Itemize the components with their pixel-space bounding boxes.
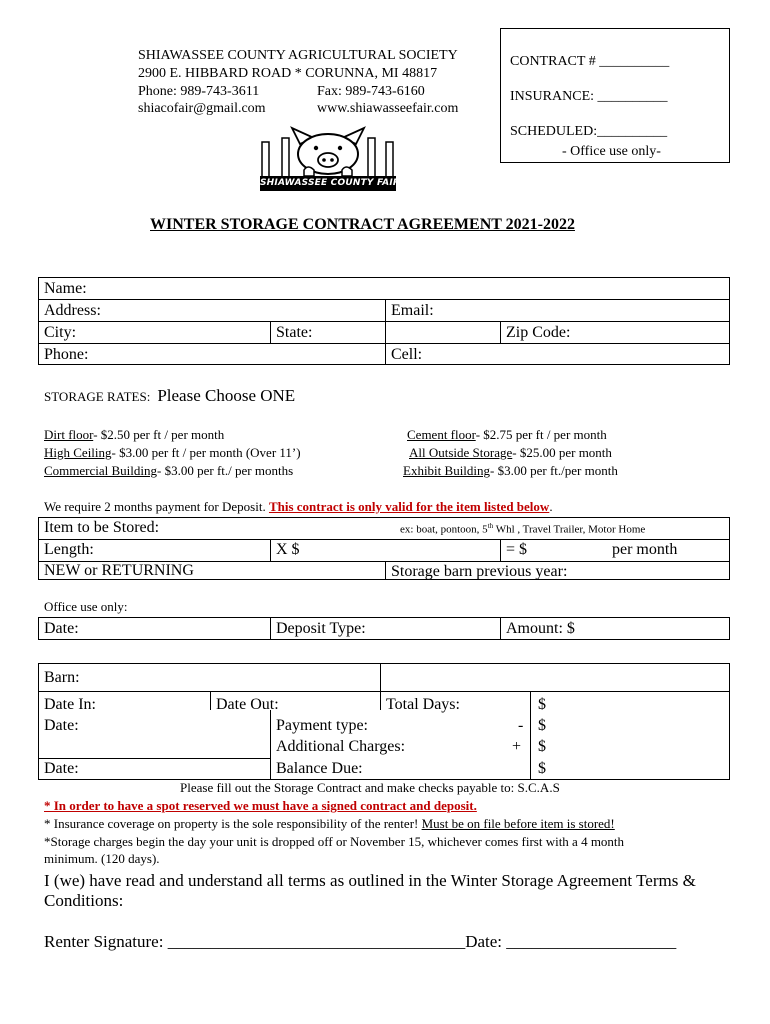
page-title: WINTER STORAGE CONTRACT AGREEMENT 2021-2022 (150, 216, 575, 233)
fair-logo (258, 126, 398, 192)
storage-charges-line2: minimum. (120 days). (44, 851, 160, 866)
date-out-field[interactable]: Date Out: (216, 696, 279, 713)
new-or-returning[interactable]: NEW or RETURNING (44, 562, 194, 579)
item-to-be-stored[interactable]: Item to be Stored: (44, 519, 160, 536)
deposit-type[interactable]: Deposit Type: (276, 620, 366, 637)
city-field[interactable]: City: (44, 324, 77, 341)
signature-line[interactable]: Renter Signature: ___________________________________Date: ____________________ (44, 932, 677, 951)
storage-rates-heading (44, 386, 295, 406)
barn-field[interactable]: Barn: (44, 669, 80, 686)
org-website: www.shiawasseefair.com (317, 101, 459, 116)
org-address: 2900 E. HIBBARD ROAD * CORUNNA, MI 48817 (138, 66, 438, 81)
payment-dollar: $ (538, 717, 546, 734)
insurance-note: * Insurance coverage on property is the sole responsibility of the renter! Must be on file before item is stored! (44, 816, 615, 831)
scheduled-field: SCHEDULED:__________ (510, 124, 668, 139)
reserve-warning: * In order to have a spot reserved we must have a signed contract and deposit. (44, 798, 477, 813)
balance-due-field[interactable]: Balance Due: (276, 760, 363, 777)
rate-outside-storage[interactable]: All Outside Storage- $25.00 per month (409, 445, 612, 460)
balance-dollar: $ (538, 760, 546, 777)
office-use-label: Office use only: (44, 599, 128, 614)
org-name: SHIAWASSEE COUNTY AGRICULTURAL SOCIETY (138, 48, 458, 63)
rate-times[interactable]: X $ (276, 541, 300, 558)
date-in-field[interactable]: Date In: (44, 696, 96, 713)
office-use-note: - Office use only- (562, 144, 661, 159)
org-phone: Phone: 989-743-3611 (138, 84, 260, 99)
additional-dollar: $ (538, 738, 546, 755)
per-month-label: per month (612, 541, 678, 558)
org-email: shiacofair@gmail.com (138, 101, 266, 116)
rate-high-ceiling[interactable]: High Ceiling- $3.00 per ft / per month (Over 11’) (44, 445, 301, 460)
balance-date-field[interactable]: Date: (44, 760, 79, 777)
email-field[interactable]: Email: (391, 302, 434, 319)
logo-text: SHIAWASSEE COUNTY FAIR (260, 178, 400, 188)
deposit-warning: This contract is only valid for the item listed below (268, 499, 550, 514)
insurance-field: INSURANCE: __________ (510, 89, 668, 104)
payable-note: Please fill out the Storage Contract and make checks payable to: S.C.A.S (180, 780, 560, 795)
name-field[interactable]: Name: (44, 280, 87, 297)
item-examples: ex: boat, pontoon, 5th Whl , Travel Trailer, Motor Home (400, 522, 646, 536)
contract-number: CONTRACT # __________ (510, 54, 670, 69)
plus-sign: + (512, 738, 522, 755)
agreement-line1: I (we) have read and understand all terms as outlined in the Winter Storage Agreement Terms & (44, 871, 696, 890)
rate-dirt-floor[interactable]: Dirt floor- $2.50 per ft / per month (44, 427, 225, 442)
total-days-field[interactable]: Total Days: (386, 696, 460, 713)
rate-commercial-building[interactable]: Commercial Building- $3.00 per ft./ per months (44, 463, 294, 478)
state-field[interactable]: State: (276, 324, 313, 341)
deposit-amount[interactable]: Amount: $ (506, 620, 575, 637)
org-fax: Fax: 989-743-6160 (317, 84, 425, 99)
rates-label: STORAGE RATES: (44, 389, 151, 404)
zip-field[interactable]: Zip Code: (506, 324, 571, 341)
storage-barn-previous[interactable]: Storage barn previous year: (391, 563, 568, 580)
additional-charges-field[interactable]: Additional Charges: (276, 738, 406, 755)
deposit-note: We require 2 months payment for Deposit. This contract is only valid for the item listed below. (44, 499, 553, 514)
rate-cement-floor[interactable]: Cement floor- $2.75 per ft / per month (407, 427, 607, 442)
minus-sign: - (518, 717, 524, 734)
office-date[interactable]: Date: (44, 620, 79, 637)
length-field[interactable]: Length: (44, 541, 94, 558)
phone-field[interactable]: Phone: (44, 346, 89, 363)
rates-choose: Please Choose ONE (157, 386, 296, 405)
cell-field[interactable]: Cell: (391, 346, 423, 363)
storage-charges-line1: *Storage charges begin the day your unit is dropped off or November 15, whichever comes first with a 4 month (44, 834, 625, 849)
agreement-line2: Conditions: (44, 891, 124, 910)
address-field[interactable]: Address: (44, 302, 101, 319)
payment-type-field[interactable]: Payment type: (276, 717, 368, 734)
total-days-dollar: $ (538, 696, 546, 713)
payment-date-field[interactable]: Date: (44, 717, 79, 734)
rate-exhibit-building[interactable]: Exhibit Building- $3.00 per ft./per month (403, 463, 618, 478)
rate-equals[interactable]: = $ (506, 541, 528, 558)
